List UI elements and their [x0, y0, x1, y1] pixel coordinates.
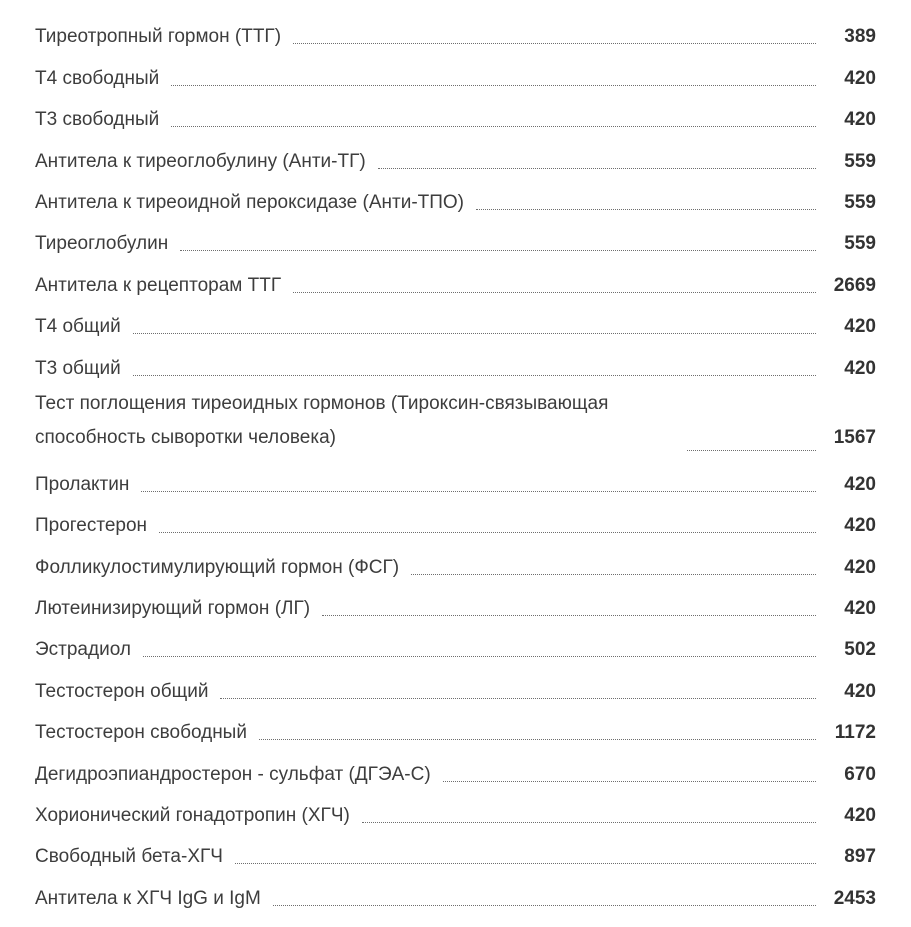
price-row	[35, 753, 876, 794]
price-row	[35, 588, 876, 629]
price-row	[35, 99, 876, 140]
price-row	[35, 505, 876, 546]
service-price: 559	[844, 191, 876, 213]
dotted-leader	[220, 698, 816, 699]
price-row	[35, 670, 876, 711]
service-price: 559	[844, 150, 876, 172]
service-name: Тиреотропный гормон (ТТГ)	[35, 26, 282, 48]
price-row	[35, 877, 876, 918]
dotted-leader	[293, 43, 816, 44]
price-row	[35, 836, 876, 877]
service-name: Антитела к ХГЧ IgG и IgM	[35, 887, 261, 909]
price-list	[35, 16, 876, 919]
price-row	[35, 140, 876, 181]
service-price: 1567	[833, 426, 876, 448]
price-row	[35, 306, 876, 347]
price-row	[35, 57, 876, 98]
service-name: Свободный бета-ХГЧ	[35, 846, 223, 868]
dotted-leader	[322, 615, 816, 616]
service-name: Антитела к рецепторам ТТГ	[35, 274, 282, 296]
price-row	[35, 389, 876, 464]
service-price: 389	[844, 26, 876, 48]
dotted-leader	[133, 375, 816, 376]
dotted-leader	[259, 739, 816, 740]
service-price: 1172	[834, 722, 876, 744]
price-row	[35, 546, 876, 587]
price-row	[35, 182, 876, 223]
price-row	[35, 464, 876, 505]
service-name: Прогестерон	[35, 515, 148, 537]
service-price: 420	[844, 515, 876, 537]
service-price: 420	[844, 680, 876, 702]
price-row	[35, 16, 876, 57]
price-row	[35, 795, 876, 836]
service-price: 420	[844, 316, 876, 338]
dotted-leader	[159, 532, 816, 533]
service-name: Тестостерон свободный	[35, 722, 247, 744]
price-row	[35, 629, 876, 670]
price-row	[35, 712, 876, 753]
price-row	[35, 223, 876, 264]
dotted-leader	[476, 209, 816, 210]
service-price: 559	[844, 233, 876, 255]
dotted-leader	[443, 781, 816, 782]
dotted-leader	[293, 292, 816, 293]
dotted-leader	[180, 250, 816, 251]
service-price: 502	[844, 639, 876, 661]
service-price: 420	[844, 556, 876, 578]
service-price: 420	[844, 805, 876, 827]
service-price: 2453	[833, 887, 876, 909]
service-name: Антитела к тиреоглобулину (Анти-ТГ)	[35, 150, 366, 172]
service-name: Т3 общий	[35, 357, 121, 379]
dotted-leader	[171, 85, 816, 86]
price-row	[35, 264, 876, 305]
service-name: Т4 общий	[35, 316, 121, 338]
service-price: 897	[844, 846, 876, 868]
dotted-leader	[141, 491, 816, 492]
dotted-leader	[378, 168, 816, 169]
service-name: Антитела к тиреоидной пероксидазе (Анти-ТПО)	[35, 191, 465, 213]
service-name: Дегидроэпиандростерон - сульфат (ДГЭА-С)	[35, 763, 431, 785]
service-price: 2669	[833, 274, 876, 296]
service-price: 420	[844, 598, 876, 620]
service-name: Хорионический гонадотропин (ХГЧ)	[35, 805, 350, 827]
dotted-leader	[171, 126, 816, 127]
dotted-leader	[235, 863, 816, 864]
service-price: 420	[844, 473, 876, 495]
service-name: Тестостерон общий	[35, 680, 209, 702]
dotted-leader	[133, 333, 816, 334]
service-price: 420	[844, 67, 876, 89]
service-name: Тиреоглобулин	[35, 233, 169, 255]
service-name: Фолликулостимулирующий гормон (ФСГ)	[35, 556, 400, 578]
service-name: Эстрадиол	[35, 639, 131, 661]
service-price: 420	[844, 357, 876, 379]
dotted-leader	[143, 656, 816, 657]
service-name: Тест поглощения тиреоидных гормонов (Тироксин-связывающая способность сыворотки человека)	[35, 392, 609, 448]
dotted-leader	[687, 450, 816, 451]
dotted-leader	[273, 905, 816, 906]
dotted-leader	[362, 822, 816, 823]
service-price: 420	[844, 109, 876, 131]
service-name: Лютеинизирующий гормон (ЛГ)	[35, 598, 311, 620]
service-name: Т3 свободный	[35, 109, 160, 131]
service-name: Пролактин	[35, 473, 130, 495]
price-row	[35, 347, 876, 388]
service-name: Т4 свободный	[35, 67, 160, 89]
service-price: 670	[844, 763, 876, 785]
dotted-leader	[411, 574, 816, 575]
